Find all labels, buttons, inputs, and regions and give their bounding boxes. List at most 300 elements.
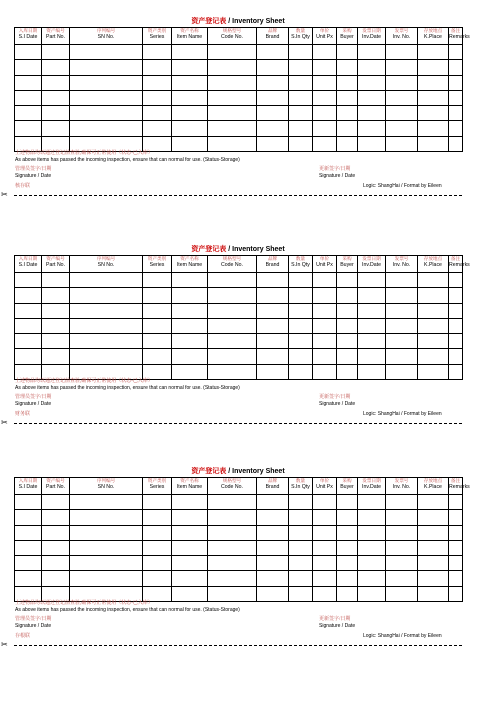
table-cell[interactable] (15, 136, 42, 151)
table-cell[interactable] (337, 364, 358, 379)
table-cell[interactable] (143, 571, 172, 586)
column-header-en: Item Name (176, 34, 203, 40)
table-cell[interactable] (42, 60, 70, 75)
table-cell[interactable] (449, 540, 463, 555)
table-cell[interactable] (418, 303, 449, 318)
table-cell[interactable] (15, 303, 42, 318)
table-cell[interactable] (15, 364, 42, 379)
table-cell[interactable] (289, 318, 313, 333)
table-cell[interactable] (172, 525, 208, 540)
table-cell[interactable] (313, 318, 337, 333)
table-cell[interactable] (172, 495, 208, 510)
table-cell[interactable] (449, 364, 463, 379)
table-cell[interactable] (358, 525, 386, 540)
table-cell[interactable] (70, 364, 143, 379)
table-cell[interactable] (289, 136, 313, 151)
table-cell[interactable] (15, 540, 42, 555)
table-cell[interactable] (257, 495, 289, 510)
table-cell[interactable] (143, 45, 172, 60)
table-cell[interactable] (143, 510, 172, 525)
table-cell[interactable] (358, 75, 386, 90)
table-cell[interactable] (172, 60, 208, 75)
table-cell[interactable] (208, 303, 257, 318)
table-cell[interactable] (172, 288, 208, 303)
table-cell[interactable] (386, 75, 418, 90)
table-cell[interactable] (358, 349, 386, 364)
table-cell[interactable] (257, 334, 289, 349)
table-cell[interactable] (15, 121, 42, 136)
table-cell[interactable] (70, 334, 143, 349)
table-cell[interactable] (42, 571, 70, 586)
table-cell[interactable] (449, 60, 463, 75)
table-cell[interactable] (337, 586, 358, 601)
table-cell[interactable] (289, 60, 313, 75)
table-cell[interactable] (208, 273, 257, 288)
table-cell[interactable] (418, 318, 449, 333)
table-cell[interactable] (143, 106, 172, 121)
table-cell[interactable] (15, 495, 42, 510)
table-cell[interactable] (289, 273, 313, 288)
table-cell[interactable] (208, 495, 257, 510)
table-cell[interactable] (449, 334, 463, 349)
table-cell[interactable] (143, 495, 172, 510)
column-header (257, 28, 289, 45)
table-cell[interactable] (42, 90, 70, 105)
table-cell[interactable] (386, 495, 418, 510)
table-cell[interactable] (449, 90, 463, 105)
table-cell[interactable] (289, 364, 313, 379)
table-cell[interactable] (257, 571, 289, 586)
table-cell[interactable] (143, 90, 172, 105)
table-cell[interactable] (449, 495, 463, 510)
table-cell[interactable] (257, 525, 289, 540)
table-cell[interactable] (172, 586, 208, 601)
table-cell[interactable] (449, 303, 463, 318)
table-cell[interactable] (172, 556, 208, 571)
table-cell[interactable] (257, 45, 289, 60)
table-cell[interactable] (418, 556, 449, 571)
table-cell[interactable] (418, 288, 449, 303)
table-cell[interactable] (313, 273, 337, 288)
table-cell[interactable] (42, 334, 70, 349)
table-cell[interactable] (70, 540, 143, 555)
table-cell[interactable] (257, 136, 289, 151)
table-cell[interactable] (257, 349, 289, 364)
table-cell[interactable] (358, 273, 386, 288)
table-cell[interactable] (257, 318, 289, 333)
table-cell[interactable] (289, 349, 313, 364)
table-cell[interactable] (15, 75, 42, 90)
table-cell[interactable] (257, 106, 289, 121)
table-cell[interactable] (15, 45, 42, 60)
table-cell[interactable] (289, 45, 313, 60)
table-cell[interactable] (15, 60, 42, 75)
table-cell[interactable] (289, 334, 313, 349)
table-cell[interactable] (289, 571, 313, 586)
table-cell[interactable] (418, 540, 449, 555)
table-cell[interactable] (172, 540, 208, 555)
table-cell[interactable] (358, 60, 386, 75)
table-cell[interactable] (418, 136, 449, 151)
table-cell[interactable] (208, 136, 257, 151)
table-cell[interactable] (70, 288, 143, 303)
table-cell[interactable] (449, 106, 463, 121)
table-cell[interactable] (358, 106, 386, 121)
table-cell[interactable] (257, 364, 289, 379)
table-cell[interactable] (418, 90, 449, 105)
table-cell[interactable] (449, 556, 463, 571)
table-cell[interactable] (313, 349, 337, 364)
table-cell[interactable] (172, 510, 208, 525)
table-cell[interactable] (418, 349, 449, 364)
table-cell[interactable] (42, 136, 70, 151)
table-cell[interactable] (418, 510, 449, 525)
table-cell[interactable] (358, 303, 386, 318)
table-cell[interactable] (15, 349, 42, 364)
table-cell[interactable] (313, 540, 337, 555)
table-cell[interactable] (15, 288, 42, 303)
table-cell[interactable] (42, 318, 70, 333)
table-cell[interactable] (418, 121, 449, 136)
table-cell[interactable] (358, 540, 386, 555)
table-cell[interactable] (42, 106, 70, 121)
table-cell[interactable] (313, 571, 337, 586)
table-cell[interactable] (208, 75, 257, 90)
table-cell[interactable] (208, 60, 257, 75)
table-cell[interactable] (70, 510, 143, 525)
table-cell[interactable] (257, 121, 289, 136)
table-cell[interactable] (208, 540, 257, 555)
table-cell[interactable] (208, 525, 257, 540)
table-cell[interactable] (208, 106, 257, 121)
table-cell[interactable] (337, 106, 358, 121)
copy-label: 财务联 (15, 412, 31, 418)
table-cell[interactable] (358, 318, 386, 333)
table-cell[interactable] (386, 364, 418, 379)
table-cell[interactable] (449, 525, 463, 540)
table-cell[interactable] (70, 349, 143, 364)
table-cell[interactable] (143, 364, 172, 379)
table-cell[interactable] (42, 75, 70, 90)
table-cell[interactable] (358, 495, 386, 510)
table-cell[interactable] (42, 510, 70, 525)
table-cell[interactable] (337, 556, 358, 571)
table-cell[interactable] (449, 136, 463, 151)
table-cell[interactable] (70, 45, 143, 60)
table-cell[interactable] (42, 586, 70, 601)
table-cell[interactable] (257, 303, 289, 318)
table-cell[interactable] (418, 495, 449, 510)
table-cell[interactable] (143, 303, 172, 318)
table-cell[interactable] (257, 60, 289, 75)
table-cell[interactable] (358, 288, 386, 303)
table-cell[interactable] (42, 540, 70, 555)
table-cell[interactable] (15, 556, 42, 571)
table-cell[interactable] (172, 273, 208, 288)
table-cell[interactable] (172, 303, 208, 318)
manager-signature-label-en: Signature / Date (15, 401, 52, 408)
table-cell[interactable] (257, 288, 289, 303)
table-cell[interactable] (70, 525, 143, 540)
table-cell[interactable] (337, 75, 358, 90)
table-cell[interactable] (418, 334, 449, 349)
table-cell[interactable] (337, 273, 358, 288)
table-cell[interactable] (289, 121, 313, 136)
table-cell[interactable] (208, 334, 257, 349)
table-cell[interactable] (418, 571, 449, 586)
table-cell[interactable] (70, 318, 143, 333)
table-cell[interactable] (386, 273, 418, 288)
table-cell[interactable] (386, 106, 418, 121)
table-cell[interactable] (289, 288, 313, 303)
table-cell[interactable] (313, 586, 337, 601)
table-cell[interactable] (70, 556, 143, 571)
table-cell[interactable] (172, 349, 208, 364)
table-cell[interactable] (289, 106, 313, 121)
table-cell[interactable] (15, 90, 42, 105)
table-cell[interactable] (418, 364, 449, 379)
table-cell[interactable] (15, 334, 42, 349)
table-cell[interactable] (418, 106, 449, 121)
table-cell[interactable] (172, 364, 208, 379)
table-cell[interactable] (418, 586, 449, 601)
table-cell[interactable] (313, 364, 337, 379)
table-cell[interactable] (358, 586, 386, 601)
table-cell[interactable] (42, 273, 70, 288)
table-cell[interactable] (172, 75, 208, 90)
table-cell[interactable] (313, 90, 337, 105)
table-cell[interactable] (208, 556, 257, 571)
table-cell[interactable] (358, 334, 386, 349)
table-cell[interactable] (313, 495, 337, 510)
table-cell[interactable] (313, 136, 337, 151)
table-cell[interactable] (208, 90, 257, 105)
table-cell[interactable] (143, 540, 172, 555)
table-cell[interactable] (449, 349, 463, 364)
table-cell[interactable] (15, 510, 42, 525)
table-cell[interactable] (172, 571, 208, 586)
table-cell[interactable] (143, 556, 172, 571)
table-cell[interactable] (358, 90, 386, 105)
table-cell[interactable] (208, 121, 257, 136)
table-cell[interactable] (337, 334, 358, 349)
table-cell[interactable] (208, 586, 257, 601)
table-cell[interactable] (386, 121, 418, 136)
table-cell[interactable] (172, 45, 208, 60)
table-cell[interactable] (386, 334, 418, 349)
table-cell[interactable] (70, 75, 143, 90)
table-cell[interactable] (143, 288, 172, 303)
table-cell[interactable] (42, 288, 70, 303)
table-cell[interactable] (313, 106, 337, 121)
table-cell[interactable] (208, 45, 257, 60)
table-cell[interactable] (386, 318, 418, 333)
table-cell[interactable] (337, 90, 358, 105)
table-cell[interactable] (70, 586, 143, 601)
table-cell[interactable] (289, 495, 313, 510)
table-cell[interactable] (418, 45, 449, 60)
table-cell[interactable] (70, 60, 143, 75)
table-cell[interactable] (143, 318, 172, 333)
table-cell[interactable] (42, 525, 70, 540)
table-cell[interactable] (358, 121, 386, 136)
table-cell[interactable] (449, 318, 463, 333)
table-cell[interactable] (70, 121, 143, 136)
table-cell[interactable] (42, 303, 70, 318)
table-cell[interactable] (337, 121, 358, 136)
table-cell[interactable] (143, 75, 172, 90)
table-cell[interactable] (70, 495, 143, 510)
table-cell[interactable] (42, 45, 70, 60)
table-cell[interactable] (337, 349, 358, 364)
table-cell[interactable] (143, 349, 172, 364)
table-cell[interactable] (337, 495, 358, 510)
table-cell[interactable] (70, 90, 143, 105)
table-cell[interactable] (337, 510, 358, 525)
table-cell[interactable] (358, 45, 386, 60)
table-cell[interactable] (15, 273, 42, 288)
table-cell[interactable] (418, 60, 449, 75)
table-cell[interactable] (172, 121, 208, 136)
table-cell[interactable] (386, 510, 418, 525)
table-cell[interactable] (313, 303, 337, 318)
table-cell[interactable] (15, 571, 42, 586)
table-cell[interactable] (143, 525, 172, 540)
table-cell[interactable] (386, 288, 418, 303)
table-cell[interactable] (337, 136, 358, 151)
table-cell[interactable] (337, 60, 358, 75)
table-cell[interactable] (449, 586, 463, 601)
table-cell[interactable] (42, 121, 70, 136)
table-cell[interactable] (313, 288, 337, 303)
table-cell[interactable] (313, 556, 337, 571)
table-cell[interactable] (386, 349, 418, 364)
table-cell[interactable] (358, 510, 386, 525)
table-cell[interactable] (257, 273, 289, 288)
table-cell[interactable] (172, 136, 208, 151)
table-cell[interactable] (313, 75, 337, 90)
column-header-cn: 单价 (319, 478, 330, 483)
table-cell[interactable] (337, 303, 358, 318)
table-cell[interactable] (172, 334, 208, 349)
table-cell[interactable] (143, 273, 172, 288)
table-cell[interactable] (386, 571, 418, 586)
table-cell[interactable] (208, 364, 257, 379)
table-cell[interactable] (208, 571, 257, 586)
table-cell[interactable] (313, 334, 337, 349)
table-cell[interactable] (418, 75, 449, 90)
table-cell[interactable] (289, 90, 313, 105)
table-cell[interactable] (143, 60, 172, 75)
table-cell[interactable] (337, 288, 358, 303)
table-cell[interactable] (337, 571, 358, 586)
table-cell[interactable] (289, 540, 313, 555)
table-cell[interactable] (313, 510, 337, 525)
table-cell[interactable] (257, 75, 289, 90)
table-cell[interactable] (313, 45, 337, 60)
table-cell[interactable] (449, 45, 463, 60)
table-cell[interactable] (289, 586, 313, 601)
table-cell[interactable] (386, 90, 418, 105)
table-cell[interactable] (386, 303, 418, 318)
table-cell[interactable] (42, 364, 70, 379)
table-cell[interactable] (143, 586, 172, 601)
table-cell[interactable] (257, 90, 289, 105)
table-cell[interactable] (289, 303, 313, 318)
table-cell[interactable] (70, 136, 143, 151)
table-cell[interactable] (172, 106, 208, 121)
table-cell[interactable] (418, 525, 449, 540)
table-cell[interactable] (289, 75, 313, 90)
table-cell[interactable] (172, 318, 208, 333)
table-cell[interactable] (70, 273, 143, 288)
table-cell[interactable] (386, 45, 418, 60)
table-cell[interactable] (418, 273, 449, 288)
table-cell[interactable] (358, 364, 386, 379)
table-cell[interactable] (208, 318, 257, 333)
table-cell[interactable] (358, 136, 386, 151)
table-cell[interactable] (257, 540, 289, 555)
table-cell[interactable] (449, 273, 463, 288)
table-cell[interactable] (257, 510, 289, 525)
table-cell[interactable] (449, 510, 463, 525)
table-cell[interactable] (313, 121, 337, 136)
table-cell[interactable] (70, 571, 143, 586)
table-cell[interactable] (386, 586, 418, 601)
table-cell[interactable] (15, 318, 42, 333)
table-cell[interactable] (257, 586, 289, 601)
table-cell[interactable] (386, 136, 418, 151)
table-cell[interactable] (15, 525, 42, 540)
table-cell[interactable] (42, 495, 70, 510)
table-cell[interactable] (289, 510, 313, 525)
table-cell[interactable] (208, 349, 257, 364)
table-cell[interactable] (42, 556, 70, 571)
table-cell[interactable] (70, 303, 143, 318)
table-cell[interactable] (143, 121, 172, 136)
table-cell[interactable] (449, 571, 463, 586)
table-cell[interactable] (358, 571, 386, 586)
table-cell[interactable] (386, 60, 418, 75)
table-cell[interactable] (313, 525, 337, 540)
table-cell[interactable] (143, 334, 172, 349)
table-cell[interactable] (289, 525, 313, 540)
table-cell[interactable] (70, 106, 143, 121)
table-cell[interactable] (42, 349, 70, 364)
column-header-en: Inv.Date (362, 484, 381, 490)
table-cell[interactable] (172, 90, 208, 105)
table-cell[interactable] (337, 540, 358, 555)
table-cell[interactable] (257, 556, 289, 571)
table-cell[interactable] (337, 45, 358, 60)
table-cell[interactable] (313, 60, 337, 75)
table-cell[interactable] (15, 586, 42, 601)
table-cell[interactable] (337, 525, 358, 540)
table-cell[interactable] (449, 75, 463, 90)
table-cell[interactable] (143, 136, 172, 151)
table-cell[interactable] (386, 556, 418, 571)
table-cell[interactable] (358, 556, 386, 571)
table-cell[interactable] (208, 288, 257, 303)
table-cell[interactable] (289, 556, 313, 571)
table-cell[interactable] (208, 510, 257, 525)
table-cell[interactable] (337, 318, 358, 333)
table-cell[interactable] (386, 540, 418, 555)
table-cell[interactable] (15, 106, 42, 121)
table-cell[interactable] (386, 525, 418, 540)
table-cell[interactable] (449, 121, 463, 136)
table-cell[interactable] (449, 288, 463, 303)
